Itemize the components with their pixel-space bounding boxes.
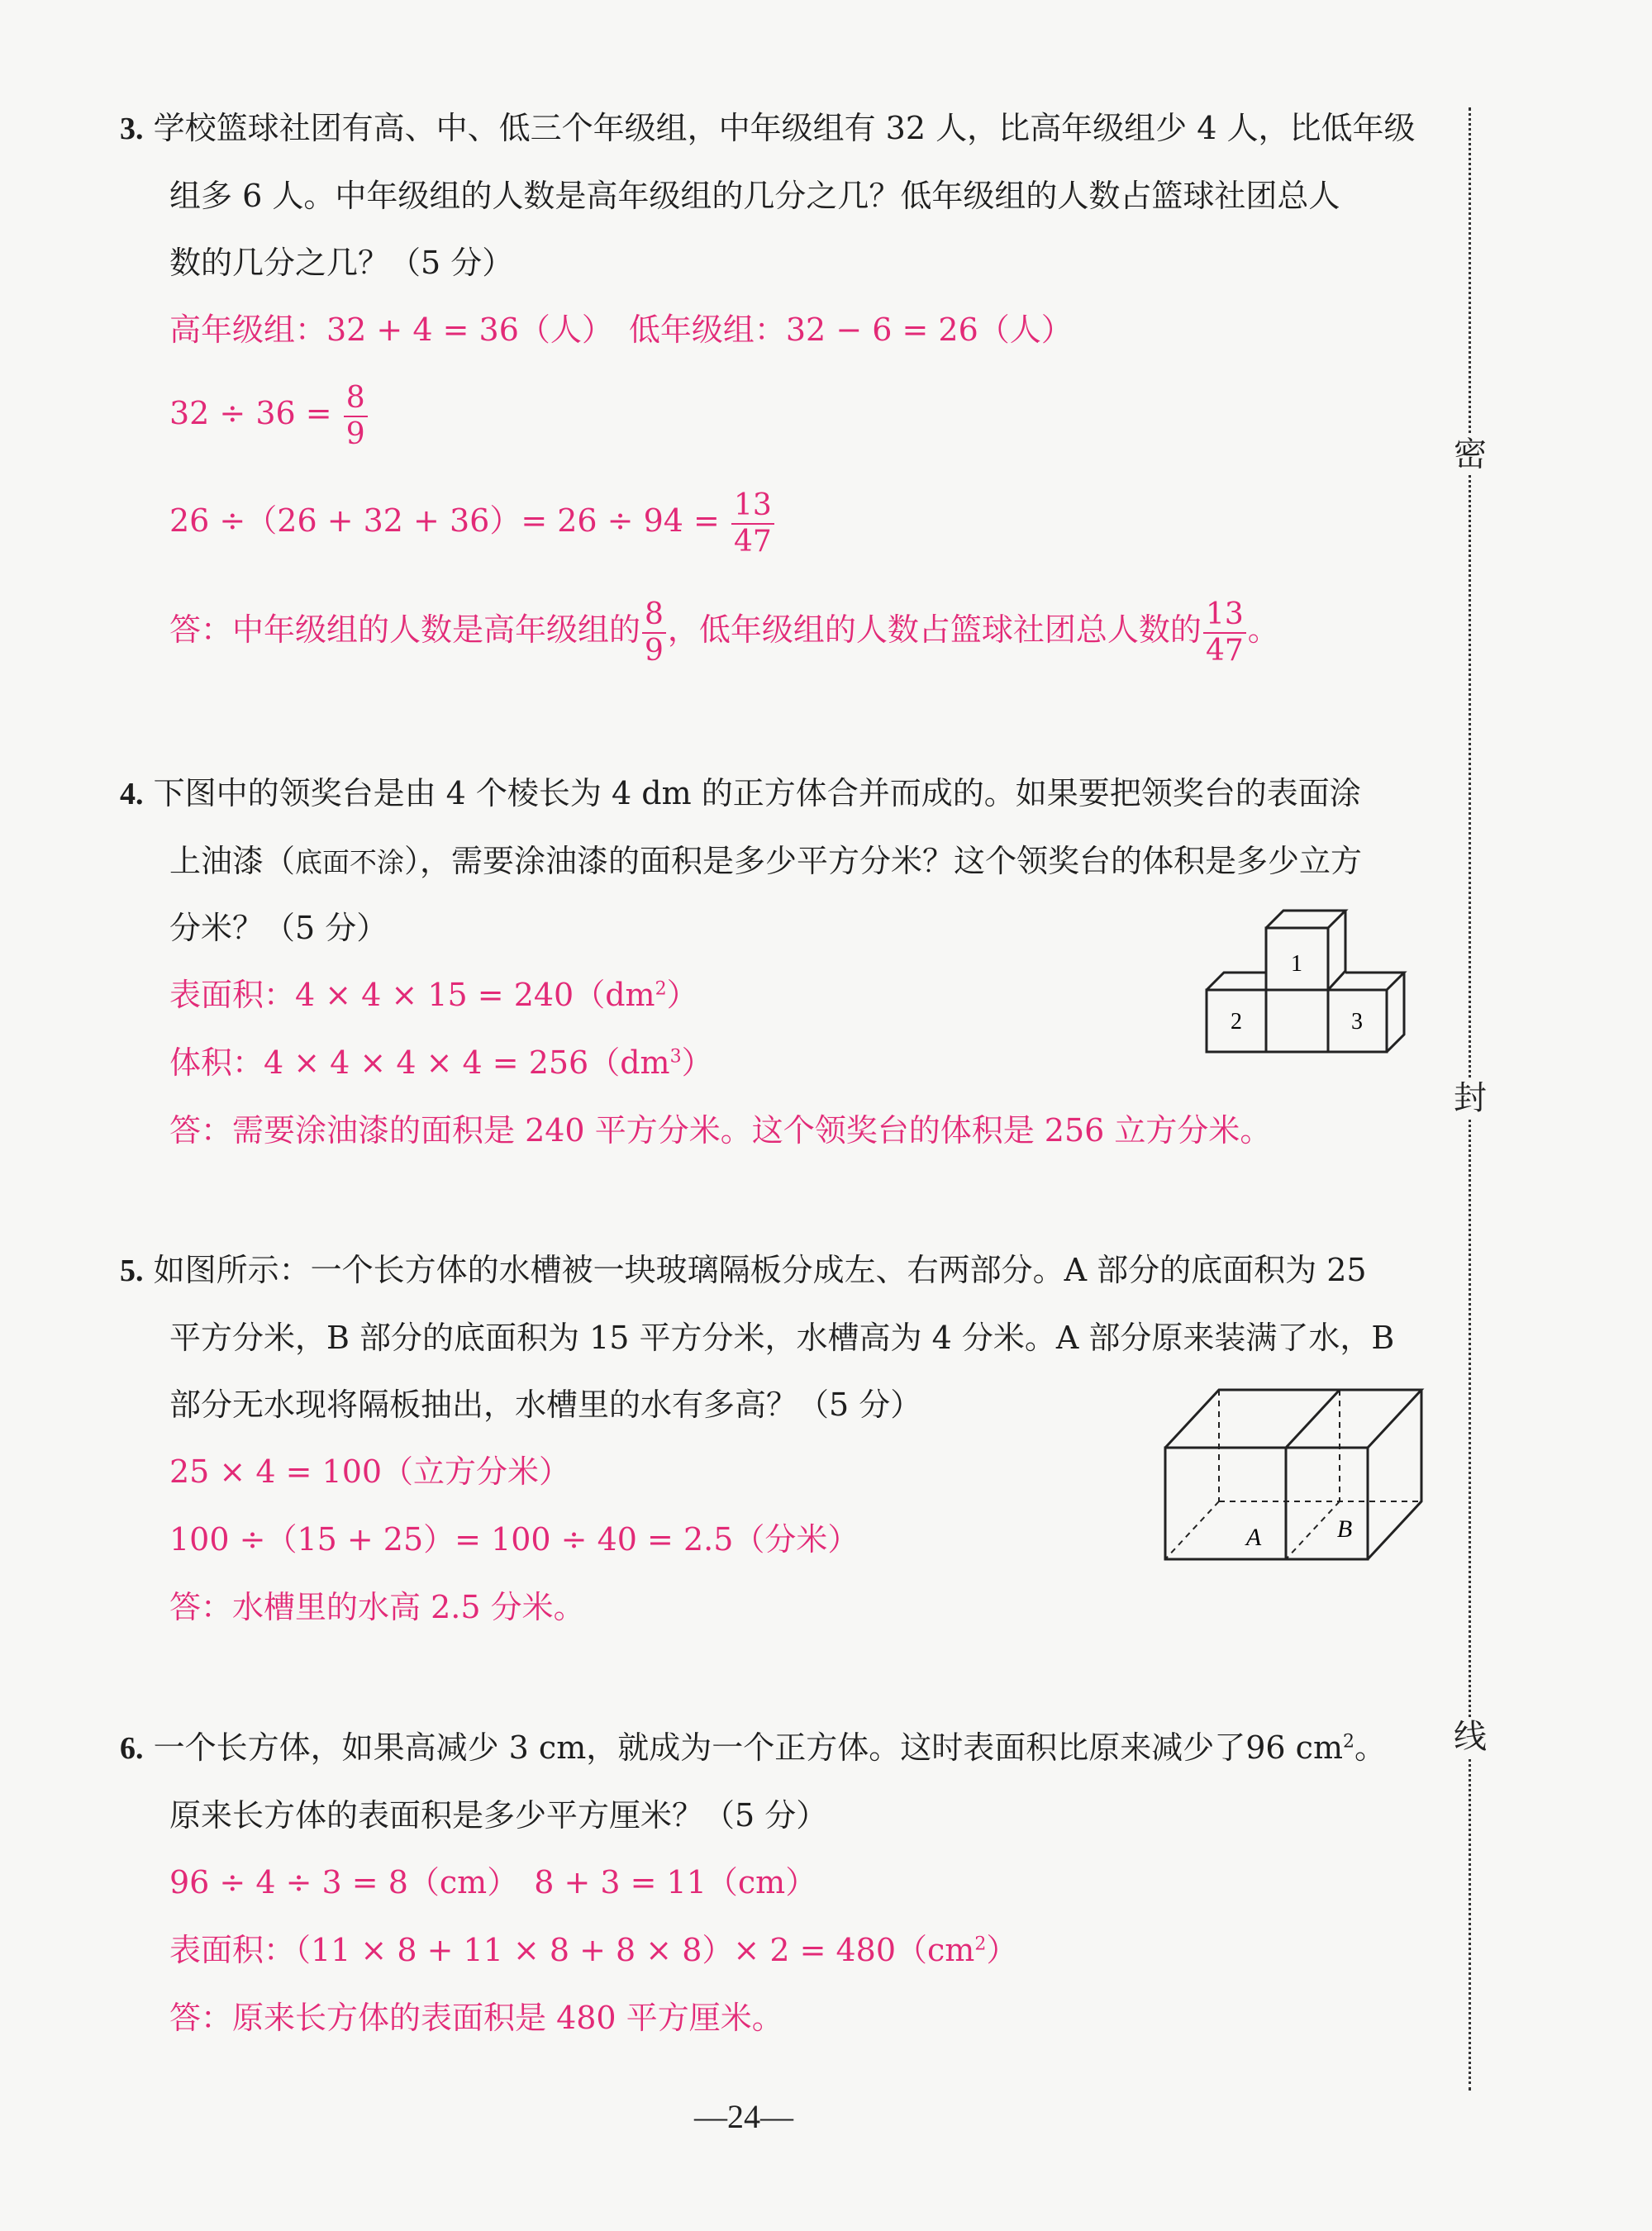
q4-answer2-text: 体积：4 × 4 × 4 × 4 = 256（dm bbox=[169, 1044, 670, 1081]
q4-answer1-sup: 2 bbox=[655, 978, 667, 1000]
q3-answer1: 高年级组：32 + 4 = 36（人） 低年级组：32 − 6 = 26（人） bbox=[169, 312, 1073, 348]
frac-numerator: 8 bbox=[642, 600, 666, 634]
q3-line3: 数的几分之几？（5 分） bbox=[169, 245, 514, 281]
fraction-8-9 bbox=[344, 380, 368, 451]
q4-text2b: ），需要涂油漆的面积是多少平方分米？这个领奖台的体积是多少立方 bbox=[404, 843, 1363, 879]
q3-answer3-expr: 26 ÷（26 + 32 + 36）= 26 ÷ 94 = bbox=[169, 502, 720, 539]
q5-line2: 平方分米，B 部分的底面积为 15 平方分米，水槽高为 4 分米。A 部分原来装满了水，B bbox=[169, 1320, 1395, 1356]
frac-numerator: 13 bbox=[731, 491, 774, 525]
frac-numerator: 8 bbox=[344, 383, 368, 417]
cube3-top bbox=[1345, 973, 1404, 990]
water-tank-figure bbox=[1161, 1380, 1430, 1570]
q3-line2: 组多 6 人。中年级组的人数是高年级组的几分之几？低年级组的人数占篮球社团总人 bbox=[169, 178, 1340, 214]
frac-denominator: 9 bbox=[645, 633, 664, 668]
q3-answer2 bbox=[169, 380, 369, 450]
cube1-top bbox=[1266, 911, 1345, 928]
tank-side bbox=[1368, 1390, 1421, 1559]
q3-final-end: 。 bbox=[1247, 611, 1279, 648]
q5-answer1: 25 × 4 = 100（立方分米） bbox=[169, 1453, 571, 1490]
frac-denominator: 47 bbox=[1205, 633, 1244, 668]
q6-answer2-text: 表面积：（11 × 8 + 11 × 8 + 8 × 8）× 2 = 480（cm bbox=[169, 1932, 975, 1968]
q5-line1: 5. 如图所示：一个长方体的水槽被一块玻璃隔板分成左、右两部分。A 部分的底面积为 25 bbox=[120, 1252, 1367, 1288]
fraction-13-47-final bbox=[1203, 597, 1246, 668]
cube-label-2: 2 bbox=[1231, 1009, 1242, 1035]
frac-numerator: 13 bbox=[1203, 600, 1246, 634]
q6-answer2 bbox=[169, 1929, 1017, 1971]
q4-number: 4 bbox=[120, 777, 136, 811]
q5-number: 5 bbox=[120, 1253, 136, 1288]
cube-label-3: 3 bbox=[1351, 1009, 1363, 1035]
page-number: —24— bbox=[694, 2098, 793, 2135]
q4-answer1 bbox=[169, 974, 698, 1016]
fraction-8-9-final bbox=[642, 597, 666, 668]
q4-answer1-end: ） bbox=[666, 977, 698, 1013]
q6-line1: 6. 一个长方体，如果高减少 3 cm，就成为一个正方体。这时表面积比原来减少了96 $cm^2$。 bbox=[120, 1729, 1387, 1766]
q3-answer2-expr: 32 ÷ 36 = bbox=[169, 395, 332, 431]
q3-answer3 bbox=[169, 488, 776, 557]
tank-top-divider bbox=[1286, 1390, 1340, 1448]
q4-answer2-end: ） bbox=[681, 1044, 713, 1081]
q4-line1: 4. 下图中的领奖台是由 4 个棱长为 4 dm 的正方体合并而成的。如果要把领奖台的表面涂 bbox=[120, 775, 1361, 811]
tank-label-b: B bbox=[1336, 1515, 1353, 1543]
q4-text2a: 上油漆（ bbox=[169, 843, 296, 879]
q6-answer3: 答：原来长方体的表面积是 480 平方厘米。 bbox=[169, 2000, 783, 2036]
q5-text1: 如图所示：一个长方体的水槽被一块玻璃隔板分成左、右两部分。A 部分的底面积为 25 bbox=[153, 1252, 1367, 1288]
q4-answer3: 答：需要涂油漆的面积是 240 平方分米。这个领奖台的体积是 256 立方分米。 bbox=[169, 1112, 1272, 1149]
frac-denominator: 47 bbox=[733, 524, 772, 559]
q5-line3: 部分无水现将隔板抽出，水槽里的水有多高？（5 分） bbox=[169, 1387, 922, 1423]
tank-label-a: A bbox=[1245, 1524, 1262, 1551]
q5-answer2: 100 ÷（15 + 25）= 100 ÷ 40 = 2.5（分米） bbox=[169, 1521, 859, 1558]
q4-text1: 下图中的领奖台是由 4 个棱长为 4 dm 的正方体合并而成的。如果要把领奖台的表面涂 bbox=[153, 775, 1361, 811]
q3-number: 3 bbox=[120, 112, 136, 146]
q6-answer2-sup: 2 bbox=[974, 1934, 987, 1955]
q6-text1: 一个长方体，如果高减少 3 cm，就成为一个正方体。这时表面积比原来减少了96 cm bbox=[153, 1729, 1343, 1766]
q6-number: 6 bbox=[120, 1731, 136, 1766]
cube-label-1: 1 bbox=[1291, 951, 1302, 977]
q4-answer1-text: 表面积：4 × 4 × 15 = 240（dm bbox=[169, 977, 655, 1013]
q3-text1: 学校篮球社团有高、中、低三个年级组，中年级组有 32 人，比高年级组少 4 人，比低年级 bbox=[153, 110, 1416, 146]
margin-char-feng: 封 bbox=[1454, 1079, 1487, 1117]
q6-text1-end: 。 bbox=[1354, 1729, 1387, 1766]
margin-char-mi: 密 bbox=[1454, 435, 1487, 473]
q3-answer-final bbox=[169, 597, 1279, 666]
q6-line2: 原来长方体的表面积是多少平方厘米？（5 分） bbox=[169, 1797, 828, 1834]
divider-hidden-diagonal bbox=[1286, 1501, 1340, 1559]
q3-final-part1: 答：中年级组的人数是高年级组的 bbox=[169, 611, 641, 648]
cube1-side bbox=[1328, 911, 1345, 990]
cube2-top bbox=[1207, 973, 1266, 990]
q4-answer2 bbox=[169, 1042, 713, 1083]
q4-line3: 分米？（5 分） bbox=[169, 910, 388, 946]
frac-denominator: 9 bbox=[345, 416, 365, 451]
q6-answer2-end: ） bbox=[986, 1932, 1018, 1968]
margin-char-xian: 线 bbox=[1454, 1718, 1487, 1756]
q3-line1: 3. 学校篮球社团有高、中、低三个年级组，中年级组有 32 人，比高年级组少 4 人，比低年级 bbox=[120, 110, 1416, 146]
q4-answer2-sup: 3 bbox=[669, 1046, 682, 1068]
fraction-13-47 bbox=[731, 488, 774, 559]
q3-final-part2: ，低年级组的人数占篮球社团总人数的 bbox=[667, 611, 1202, 648]
q5-answer3: 答：水槽里的水高 2.5 分米。 bbox=[169, 1589, 585, 1625]
podium-figure bbox=[1202, 905, 1426, 1062]
q6-answer1: 96 ÷ 4 ÷ 3 = 8（cm） 8 + 3 = 11（cm） bbox=[169, 1864, 817, 1900]
q6-text1-sup: 2 bbox=[1343, 1731, 1354, 1753]
tank-hidden-edge-diagonal bbox=[1165, 1501, 1219, 1559]
cube3-side bbox=[1387, 973, 1404, 1052]
q4-line2 bbox=[169, 840, 1362, 883]
q4-text2-small: 底面不涂 bbox=[295, 846, 405, 878]
